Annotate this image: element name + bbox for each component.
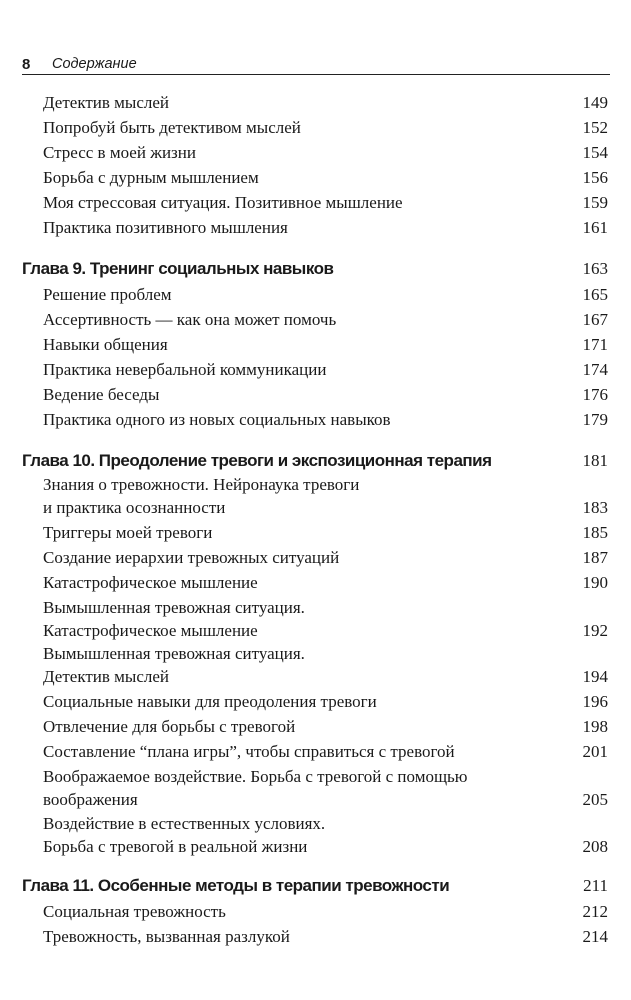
toc-entry-title: Моя стрессовая ситуация. Позитивное мышление xyxy=(43,193,403,212)
toc-entry-title: Практика позитивного мышления xyxy=(43,218,288,237)
toc-entry-page: 152 xyxy=(582,118,608,137)
toc-entry-page: 208 xyxy=(582,836,608,856)
toc-entry-page: 179 xyxy=(582,410,608,429)
toc-entry-page: 205 xyxy=(582,789,608,809)
toc-entry-title-continued: и практика осознанности xyxy=(43,497,226,517)
toc-entry-page: 181 xyxy=(582,451,608,470)
section-title: Содержание xyxy=(52,56,137,72)
toc-entry-title: Катастрофическое мышление xyxy=(43,573,258,592)
toc-entry-title: Триггеры моей тревоги xyxy=(43,523,213,542)
toc-entry-page: 154 xyxy=(582,143,608,162)
toc-entry-title: Тревожность, вызванная разлукой xyxy=(43,927,290,946)
toc-entry-title-continued: воображения xyxy=(43,789,138,809)
toc-entry-page: 183 xyxy=(582,497,608,517)
toc-entry-title: Социальная тревожность xyxy=(43,902,226,921)
toc-entry-page: 163 xyxy=(582,259,608,278)
toc-entry-page: 159 xyxy=(582,193,608,212)
toc-entry-page: 214 xyxy=(582,927,608,946)
toc-entry-title: Создание иерархии тревожных ситуаций xyxy=(43,548,340,567)
running-header xyxy=(22,56,610,75)
toc-entry-title: Борьба с дурным мышлением xyxy=(43,168,259,187)
page-number: 8 xyxy=(22,56,31,73)
toc-entry-title-continued: Борьба с тревогой в реальной жизни xyxy=(43,836,308,856)
toc-chapter-title: Глава 10. Преодоление тревоги и экспозиционная терапия xyxy=(22,451,492,470)
toc-entry-title: Воображаемое воздействие. Борьба с тревогой с помощью xyxy=(43,767,468,786)
toc-entry-title: Практика одного из новых социальных навыков xyxy=(43,410,391,429)
toc-entry-page: 211 xyxy=(583,876,608,895)
toc-chapter-title: Глава 9. Тренинг социальных навыков xyxy=(22,259,334,278)
toc-entry-title: Решение проблем xyxy=(43,285,172,304)
toc-entry-title: Навыки общения xyxy=(43,335,168,354)
toc-entry-page: 196 xyxy=(582,692,608,711)
toc-entry-page: 198 xyxy=(582,717,608,736)
toc-entry-title: Воздействие в естественных условиях. xyxy=(43,814,326,833)
toc-entry-page: 176 xyxy=(582,385,608,404)
toc-entry-title: Социальные навыки для преодоления тревоги xyxy=(43,692,377,711)
toc-entry-title: Попробуй быть детективом мыслей xyxy=(43,118,301,137)
toc-entry-page: 165 xyxy=(582,285,608,304)
toc-entry-page: 156 xyxy=(582,168,608,187)
toc-entry-page: 192 xyxy=(582,620,608,640)
toc-entry-page: 174 xyxy=(582,360,608,379)
toc-entry-page: 212 xyxy=(582,902,608,921)
toc-entry-title: Вымышленная тревожная ситуация. xyxy=(43,598,305,617)
toc-entry-title: Детектив мыслей xyxy=(43,93,170,112)
toc-entry-page: 185 xyxy=(582,523,608,542)
toc-entry-page: 194 xyxy=(582,666,608,686)
toc-entry-title: Ведение беседы xyxy=(43,385,160,404)
toc-entry-page: 190 xyxy=(582,573,608,592)
toc-entry-title: Отвлечение для борьбы с тревогой xyxy=(43,717,296,736)
toc-entry-page: 171 xyxy=(582,335,608,354)
toc-entry-page: 167 xyxy=(582,310,608,329)
toc-entry-title: Ассертивность — как она может помочь xyxy=(43,310,337,329)
toc-entry-title: Составление “плана игры”, чтобы справиться с тревогой xyxy=(43,742,455,761)
toc-entry-page: 187 xyxy=(582,548,608,567)
toc-entry-page: 201 xyxy=(582,742,608,761)
toc-entry-title-continued: Детектив мыслей xyxy=(43,666,170,686)
toc-entry-page: 149 xyxy=(582,93,608,112)
toc-entry-page: 161 xyxy=(582,218,608,237)
toc-entry-title: Практика невербальной коммуникации xyxy=(43,360,327,379)
toc-entry-title: Знания о тревожности. Нейронаука тревоги xyxy=(43,475,360,494)
toc-entry-title: Вымышленная тревожная ситуация. xyxy=(43,644,305,663)
toc-entry-title-continued: Катастрофическое мышление xyxy=(43,620,258,640)
toc-chapter-title: Глава 11. Особенные методы в терапии тревожности xyxy=(22,876,450,895)
toc-entry-title: Стресс в моей жизни xyxy=(43,143,196,162)
